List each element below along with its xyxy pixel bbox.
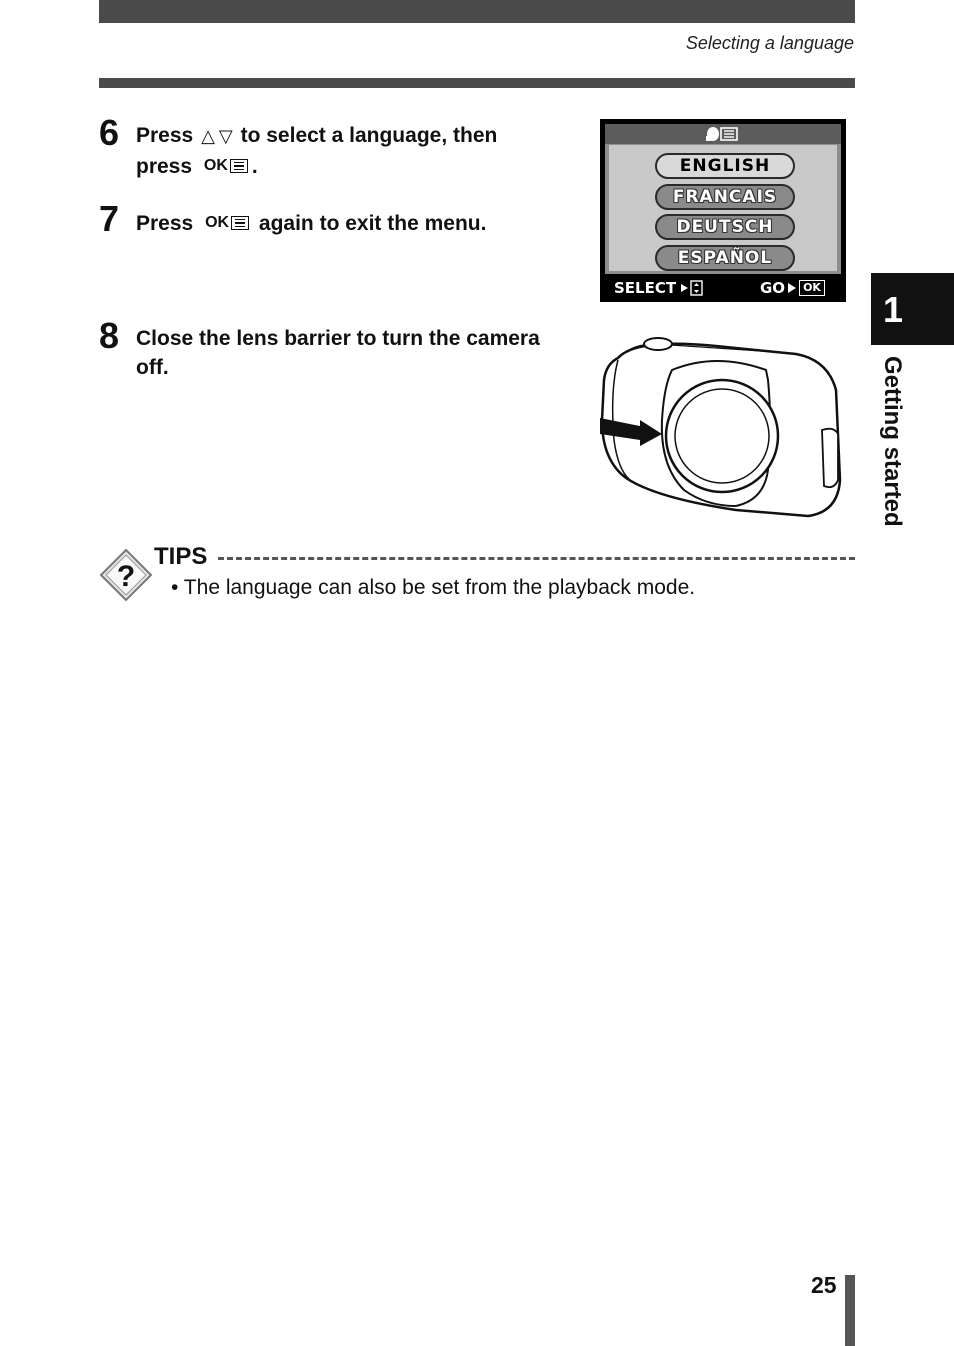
tips-title: TIPS	[154, 543, 208, 570]
header-bar	[99, 0, 855, 23]
step-7-text	[136, 208, 576, 238]
footer-ok-box: OK	[799, 280, 825, 296]
language-list	[609, 145, 837, 271]
chapter-title: Getting started	[879, 356, 906, 527]
step-6-select: to select a language, then	[240, 124, 498, 147]
up-arrow-icon: △	[201, 126, 215, 146]
tips-divider	[218, 557, 855, 560]
language-option-deutsch[interactable]: DEUTSCH	[655, 214, 795, 240]
step-6-number: 6	[99, 112, 120, 153]
step-7-exit: again to exit the menu.	[258, 212, 487, 235]
ok-menu-icon: OK	[205, 208, 249, 237]
step-6-press-2: press	[136, 155, 193, 178]
svg-text:?: ?	[116, 560, 136, 593]
page-number: 25	[811, 1272, 837, 1298]
down-arrow-icon: ▽	[218, 126, 233, 146]
ok-menu-icon: OK	[204, 151, 248, 180]
step-8-line-2: off.	[136, 356, 169, 379]
lcd-titlebar	[605, 124, 841, 144]
step-7-number: 7	[99, 198, 120, 239]
running-title: Selecting a language	[685, 33, 854, 53]
step-7-press: Press	[136, 212, 194, 235]
go-arrow-icon	[786, 279, 798, 297]
lcd-screen	[600, 119, 846, 302]
header-rule	[99, 78, 855, 88]
footer-go-label: GO	[760, 279, 786, 297]
page-number-bar	[845, 1275, 855, 1346]
camera-illustration	[596, 330, 846, 525]
language-option-francais[interactable]: FRANCAIS	[655, 184, 795, 210]
chapter-label	[866, 356, 906, 546]
chapter-number: 1	[883, 289, 904, 330]
chapter-tab	[871, 273, 954, 345]
footer-select-label: SELECT	[614, 279, 677, 297]
language-menu-icon	[703, 125, 743, 143]
step-6-text	[136, 121, 576, 181]
step-8-number: 8	[99, 315, 120, 356]
step-8-line-1: Close the lens barrier to turn the camera	[136, 327, 540, 350]
question-icon	[99, 548, 153, 602]
language-option-espanol[interactable]: ESPAÑOL	[655, 245, 795, 271]
step-6-press: Press	[136, 124, 194, 147]
select-arrows-icon	[679, 279, 709, 297]
tips-item: • The language can also be set from the playback mode.	[171, 576, 696, 599]
language-option-english[interactable]: ENGLISH	[655, 153, 795, 179]
step-6-period: .	[251, 155, 258, 178]
lcd-inner	[605, 124, 841, 274]
step-8-text	[136, 324, 586, 382]
lcd-footer	[605, 277, 841, 299]
